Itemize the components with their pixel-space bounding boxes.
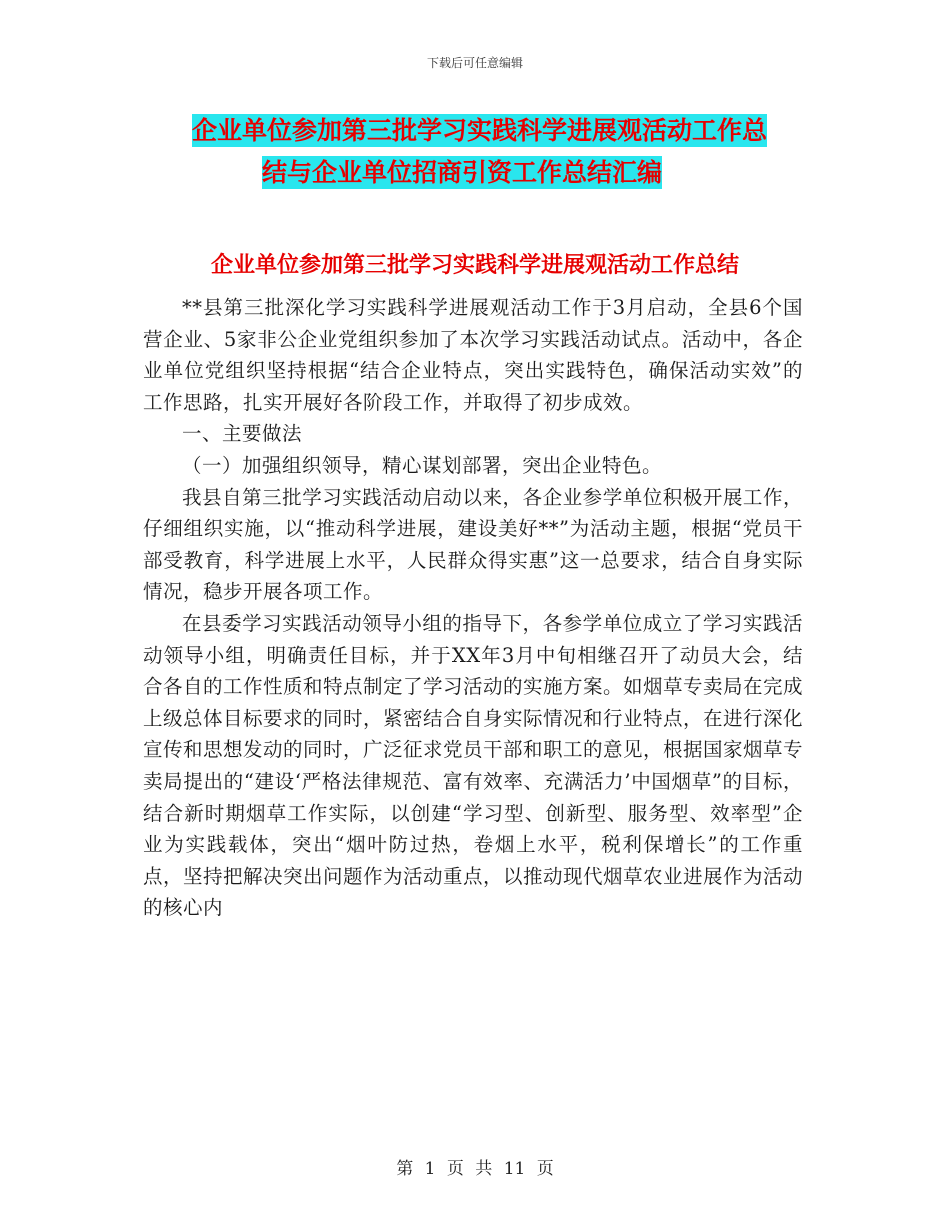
subsection-heading: （一）加强组织领导，精心谋划部署，突出企业特色。 — [182, 453, 663, 477]
page-footer: 第 1 页 共 11 页 — [396, 1159, 554, 1179]
document-title — [100, 110, 860, 194]
section-title: 企业单位参加第三批学习实践科学进展观活动工作总结 — [210, 253, 739, 278]
title-line-1 — [100, 110, 860, 152]
paragraph: **县第三批深化学习实践科学进展观活动工作于3月启动，全县6个国营企业、5家非公企业党组织参加了本次学习实践活动试点。活动中，各企业单位党组织坚持根据“结合企业特点，突出实践特色，确保活动实效”的工作思路，扎实开展好各阶段工作，并取得了初步成效。 — [143, 296, 803, 414]
paragraph: 在县委学习实践活动领导小组的指导下，各参学单位成立了学习实践活动领导小组，明确责任目标，并于XX年3月中旬相继召开了动员大会，结合各自的工作性质和特点制定了学习活动的实施方案。如烟草专卖局在完成上级总体目标要求的同时，紧密结合自身实际情况和行业特点，在进行深化宣传和思想发动的同时，广泛征求党员干部和职工的意见，根据国家烟草专卖局提出的“建设‘严格法律规范、富有效率、充满活力’中国烟草”的目标，结合新时期烟草工作实际，以创建“学习型、创新型、服务型、效率型”企业为实践载体，突出“烟叶防过热，卷烟上水平，税利保增长”的工作重点，坚持把解决突出问题作为活动重点，以推动现代烟草农业进展作为活动的核心内 — [143, 611, 804, 920]
title-line-2-text: 结与企业单位招商引资工作总结汇编 — [262, 158, 663, 187]
title-line-1-text: 企业单位参加第三批学习实践科学进展观活动工作总 — [192, 116, 768, 145]
header-note: 下载后可任意编辑 — [426, 56, 523, 70]
title-line-2 — [100, 152, 860, 194]
paragraph: 我县自第三批学习实践活动启动以来，各企业参学单位积极开展工作，仔细组织实施，以“推动科学进展，建设美好**”为活动主题，根据“党员干部受教育，科学进展上水平，人民群众得实惠”这一总要求，结合自身实际情况，稳步开展各项工作。 — [143, 485, 803, 604]
section-heading: 一、主要做法 — [182, 422, 303, 446]
document-body — [143, 292, 803, 924]
